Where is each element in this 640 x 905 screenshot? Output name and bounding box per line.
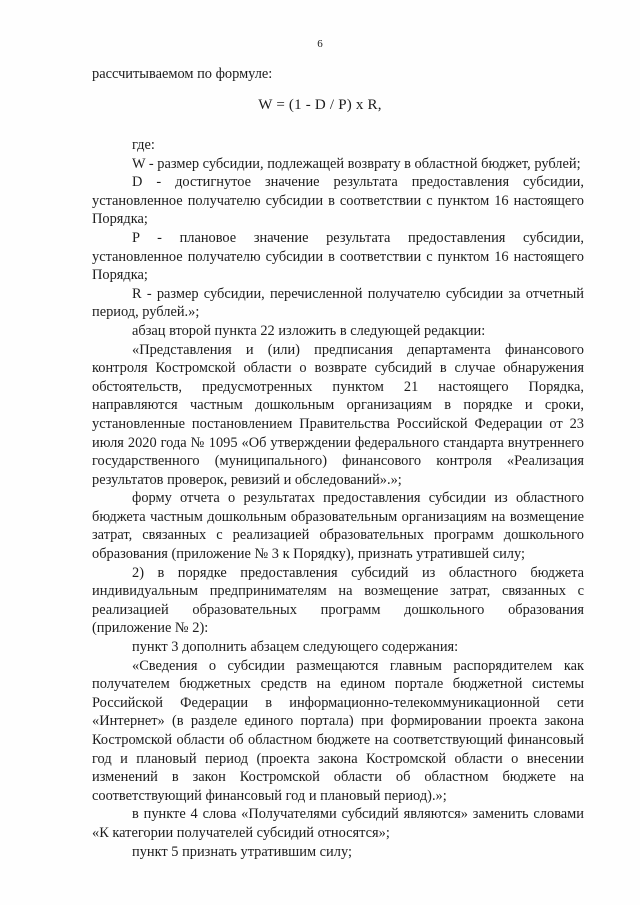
definition-w: W - размер субсидии, подлежащей возврату в областной бюджет, рублей; xyxy=(132,155,581,172)
paragraph-quote-info: «Сведения о субсидии размещаются главным распорядителем как получателем бюджетных средств на едином портале бюджетной системы Российской Федерации в информационно-телекоммуникационной сети «Интернет» (в разделе единого портала) при формировании проекта закона Костромской области об областном бюджете на соответствующий финансовый год и плановый период (проекта закона Костромской области о внесении изменений в закон Костромской области об областном бюджете на соответствующий финансовый год и плановый период).»; xyxy=(92,657,584,804)
paragraph-abzac-22: абзац второй пункта 22 изложить в следующей редакции: xyxy=(132,322,486,339)
intro-line xyxy=(92,65,584,84)
paragraph-point-4: в пункте 4 слова «Получателями субсидий являются» заменить словами «К категории получателей субсидий относятся»; xyxy=(92,806,584,841)
page-number: 6 xyxy=(317,38,323,50)
definition-d: D - достигнутое значение результата предоставления субсидии, установленное получателю субсидии в соответствии с пунктом 16 настоящего Порядка; xyxy=(92,174,584,228)
intro-text: рассчитываемом по формуле: xyxy=(92,66,273,82)
paragraph-point-3: пункт 3 дополнить абзацем следующего содержания: xyxy=(132,639,459,656)
definitions-block xyxy=(92,136,584,861)
paragraph-item-2: 2) в порядке предоставления субсидий из областного бюджета индивидуальным предпринимателям на возмещение затрат, связанных с реализацией образовательных программ дошкольного образования (приложение № 2): xyxy=(92,564,584,637)
formula: W = (1 - D / P) x R, xyxy=(258,97,382,113)
paragraph-report-form: форму отчета о результатах предоставления субсидии из областного бюджета частным дошкольным образовательным организациям на возмещение затрат, связанных с реализацией образовательных программ дошкольного образования (приложение № 3 к Порядку), признать утратившей силу; xyxy=(92,490,584,563)
definition-p: P - плановое значение результата предоставления субсидии, установленное получателю субсидии в соответствии с пунктом 16 настоящего Порядка; xyxy=(92,229,584,284)
paragraph-point-5: пункт 5 признать утратившим силу; xyxy=(132,843,352,860)
where-label: где: xyxy=(132,137,155,153)
paragraph-quote-representations: «Представления и (или) предписания департамента финансового контроля Костромской области о возврате субсидий в случае обнаружения обстоятельств, предусмотренных пунктом 21 настоящего Порядка, направляются частным дошкольным организациям в порядке и сроки, установленные постановлением Правительства Российской Федерации от 23 июля 2020 года № 1095 «Об утверждении федерального стандарта внутреннего государственного (муниципального) финансового контроля «Реализация результатов проверок, ревизий и обследований».»; xyxy=(92,341,584,488)
definition-r: R - размер субсидии, перечисленной получателю субсидии за отчетный период, рублей.»; xyxy=(92,285,584,321)
